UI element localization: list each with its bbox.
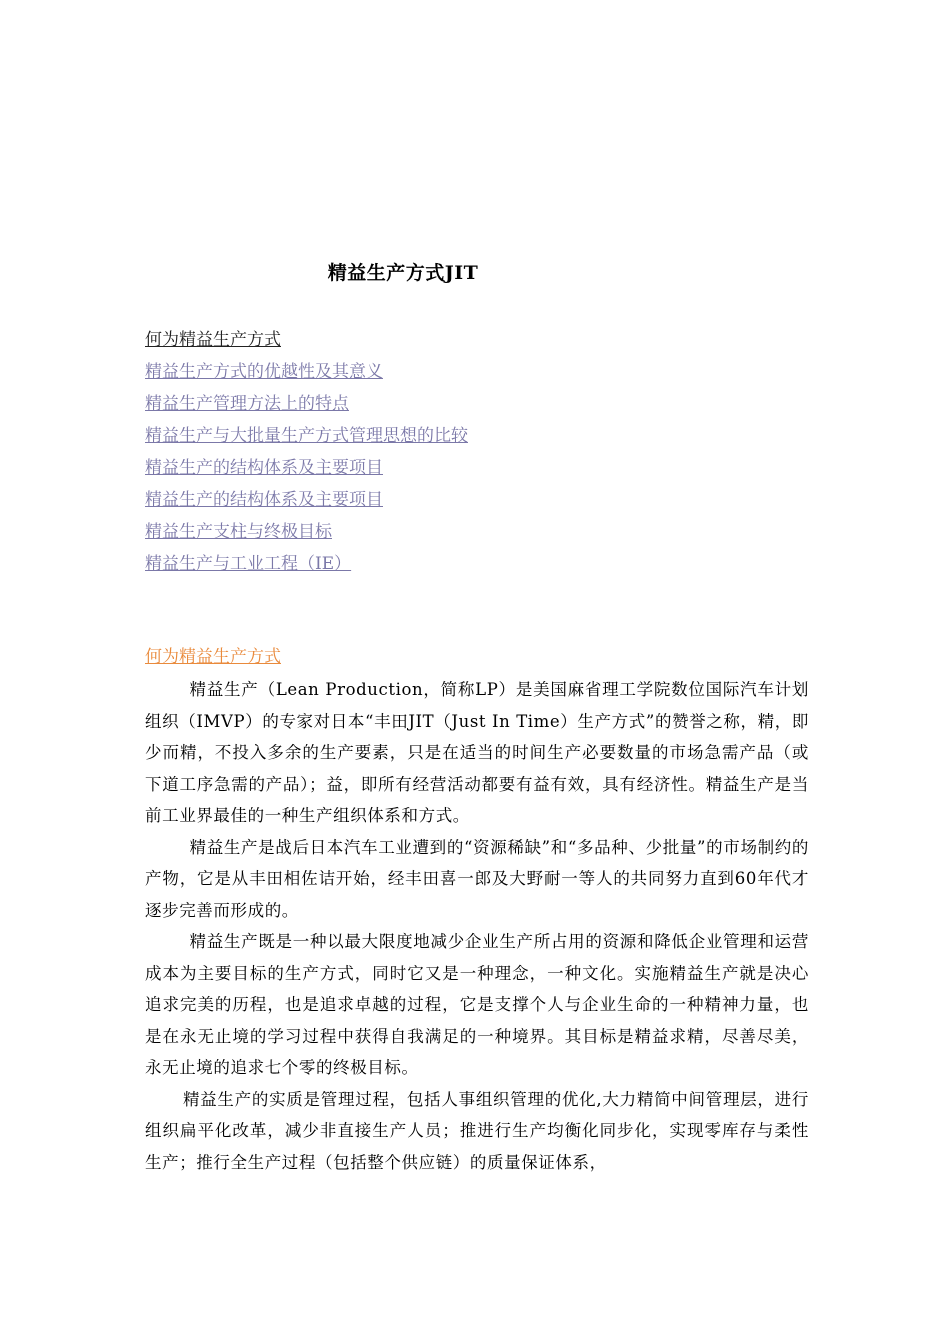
toc-item	[145, 452, 785, 484]
toc-item	[145, 420, 785, 452]
body-paragraph: 精益生产是战后日本汽车工业遭到的“资源稀缺”和“多品种、少批量”的市场制约的产物，它是从丰田相佐诘开始，经丰田喜一郎及大野耐一等人的共同努力直到60年代才逐步完善而形成的。	[145, 837, 809, 920]
toc-link-what-is-lean[interactable]: 何为精益生产方式	[145, 330, 281, 350]
toc-item	[145, 484, 785, 516]
toc-link-industrial-engineering[interactable]: 精益生产与工业工程（IE）	[145, 554, 352, 574]
toc-item	[145, 388, 785, 420]
toc-link-management-features[interactable]: 精益生产管理方法上的特点	[145, 394, 349, 414]
toc-link-structure-system[interactable]: 精益生产的结构体系及主要项目	[145, 458, 383, 478]
toc-link-pillars-goals[interactable]: 精益生产支柱与终极目标	[145, 522, 332, 542]
document-title: 精益生产方式JIT	[327, 262, 479, 284]
section-heading[interactable]: 何为精益生产方式	[145, 647, 281, 667]
body-paragraph: 精益生产（Lean Production，简称LP）是美国麻省理工学院数位国际汽车计划组织（IMVP）的专家对日本“丰田JIT（Just In Time）生产方式”的赞誉之称，精，即少而精，不投入多余的生产要素，只是在适当的时间生产必要数量的市场急需产品（或下道工序急需的产品）；益，即所有经营活动都要有益有效，具有经济性。精益生产是当前工业界最佳的一种生产组织体系和方式。	[145, 680, 809, 825]
toc-item	[145, 516, 785, 548]
toc-link-advantages[interactable]: 精益生产方式的优越性及其意义	[145, 362, 383, 382]
toc-link-structure-system-2[interactable]: 精益生产的结构体系及主要项目	[145, 490, 383, 510]
table-of-contents	[145, 324, 785, 580]
section-body	[145, 674, 809, 1178]
body-paragraph: 精益生产的实质是管理过程，包括人事组织管理的优化,大力精简中间管理层，进行组织扁平化改革，减少非直接生产人员；推进行生产均衡化同步化，实现零库存与柔性生产；推行全生产过程（包括整个供应链）的质量保证体系，	[145, 1089, 809, 1172]
toc-item	[145, 324, 785, 356]
toc-item	[145, 356, 785, 388]
body-paragraph: 精益生产既是一种以最大限度地减少企业生产所占用的资源和降低企业管理和运营成本为主要目标的生产方式，同时它又是一种理念，一种文化。实施精益生产就是决心追求完美的历程，也是追求卓越的过程，它是支撑个人与企业生命的一种精神力量，也是在永无止境的学习过程中获得自我满足的一种境界。其目标是精益求精，尽善尽美，永无止境的追求七个零的终极目标。	[145, 932, 809, 1077]
toc-link-comparison[interactable]: 精益生产与大批量生产方式管理思想的比较	[145, 426, 468, 446]
toc-item	[145, 548, 785, 580]
